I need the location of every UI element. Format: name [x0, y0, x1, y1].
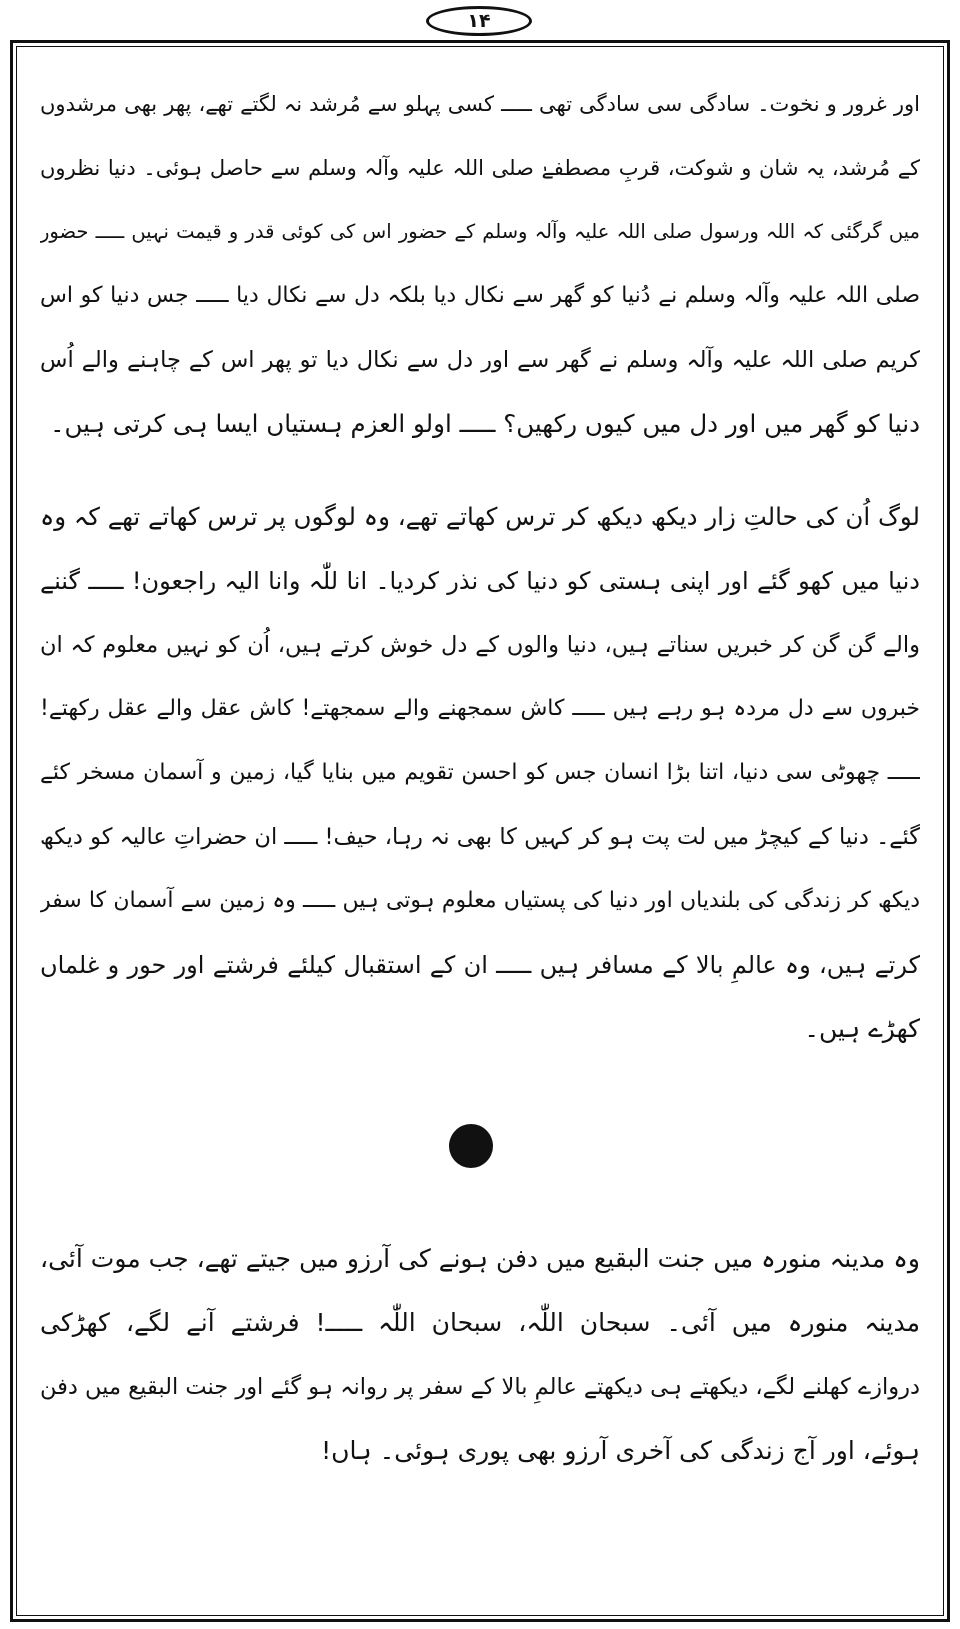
- text-line: وہ مدینہ منورہ میں جنت البقیع میں دفن ہونے کی آرزو میں جیتے تھے، جب موت آئی،: [40, 1244, 920, 1273]
- paragraph-2: [40, 485, 920, 1061]
- page-number: ۱۴: [426, 6, 532, 36]
- text-line: دروازے کھلنے لگے، دیکھتے ہی دیکھتے عالمِ بالا کے سفر پر روانہ ہو گئے اور جنت البقیع میں دفن: [40, 1374, 920, 1400]
- separator-dot-icon: [449, 1124, 493, 1168]
- text-line: ـــــ چھوٹی سی دنیا، اتنا بڑا انسان جس کو احسن تقویم میں بنایا گیا، زمین و آسمان مسخر کئے: [40, 760, 920, 785]
- text-line: خبروں سے دل مردہ ہو رہے ہیں ـــــ کاش سمجھنے والے سمجھتے! کاش عقل والے عقل رکھتے!: [40, 696, 920, 721]
- paragraph-3: [40, 1227, 920, 1483]
- text-line: والے گن گن کر خبریں سناتے ہیں، دنیا والوں کے دل خوش کرتے ہیں، اُن کو نہیں معلوم کہ ان: [40, 632, 920, 658]
- text-line: ہوئے، اور آج زندگی کی آخری آرزو بھی پوری ہوئی۔ ہاں!: [321, 1436, 920, 1465]
- text-line: کریم صلی اللہ علیہ وآلہ وسلم نے گھر سے اور دل سے نکال دیا تو پھر اس کے چاہنے والے اُس: [40, 347, 920, 373]
- text-line: دیکھ کر زندگی کی بلندیاں اور دنیا کی پستیاں معلوم ہوتی ہیں ـــــ وہ زمین سے آسمان کا سفر: [40, 888, 920, 913]
- text-line: کرتے ہیں، وہ عالمِ بالا کے مسافر ہیں ـــــ ان کے استقبال کیلئے فرشتے اور حور و غلماں: [40, 951, 920, 979]
- text-line: میں گرگئی کہ اللہ ورسول صلی اللہ علیہ وآلہ وسلم کے حضور اس کی کوئی قدر و قیمت نہیں ـــــ حضور: [40, 220, 920, 243]
- text-line: دنیا کو گھر میں اور دل میں کیوں رکھیں؟ ـــــ اولو العزم ہستیاں ایسا ہی کرتی ہیں۔: [50, 409, 920, 438]
- text-line: صلی اللہ علیہ وآلہ وسلم نے دُنیا کو گھر سے نکال دیا بلکہ دل سے نکال دیا ـــــ جس دنیا کو اس: [40, 283, 920, 308]
- text-line: کھڑے ہیں۔: [804, 1014, 920, 1043]
- paragraph-1: [40, 72, 920, 456]
- text-line: دنیا میں کھو گئے اور اپنی ہستی کو دنیا کی نذر کردیا۔ انا للّٰہ وانا الیہ راجعون! ـــــ گننے: [40, 567, 920, 595]
- text-line: گئے۔ دنیا کے کیچڑ میں لت پت ہو کر کہیں کا بھی نہ رہا، حیف! ـــــ ان حضراتِ عالیہ کو دیکھ: [40, 824, 920, 850]
- text-line: مدینہ منورہ میں آئی۔ سبحان اللّٰہ، سبحان اللّٰہ ـــــ! فرشتے آنے لگے، کھڑکی: [40, 1308, 920, 1337]
- text-line: لوگ اُن کی حالتِ زار دیکھ دیکھ کر ترس کھاتے تھے، وہ لوگوں پر ترس کھاتے تھے کہ وہ: [40, 502, 920, 531]
- text-line: اور غرور و نخوت۔ سادگی سی سادگی تھی ـــــ کسی پہلو سے مُرشد نہ لگتے تھے، پھر بھی مرشدوں: [40, 92, 920, 116]
- text-line: کے مُرشد، یہ شان و شوکت، قربِ مصطفےٰ صلی اللہ علیہ وآلہ وسلم سے حاصل ہوئی۔ دنیا نظروں: [40, 156, 920, 180]
